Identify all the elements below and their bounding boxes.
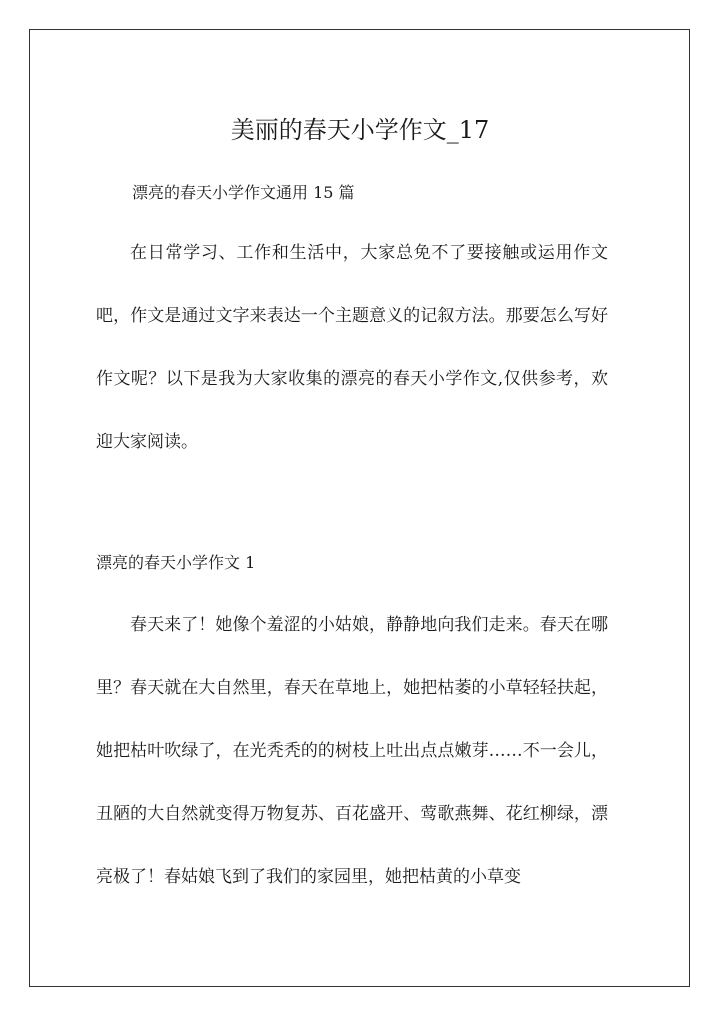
document-subtitle: 漂亮的春天小学作文通用 15 篇 xyxy=(132,183,355,202)
intro-paragraph: 在日常学习、工作和生活中，大家总免不了要接触或运用作文吧，作文是通过文字来表达一个主题意义的记叙方法。那要怎么写好作文呢？以下是我为大家收集的漂亮的春天小学作文,仅供参考，欢迎大家阅读。 xyxy=(96,243,608,452)
essay-paragraph: 春天来了！她像个羞涩的小姑娘，静静地向我们走来。春天在哪里？春天就在大自然里，春天在草地上，她把枯萎的小草轻轻扶起，她把枯叶吹绿了，在光秃秃的的树枝上吐出点点嫩芽……不一会儿，丑陋的大自然就变得万物复苏、百花盛开、莺歌燕舞、花红柳绿，漂亮极了！春姑娘飞到了我们的家园里，她把枯黄的小草变 xyxy=(96,615,608,887)
section-heading: 漂亮的春天小学作文 1 xyxy=(96,553,256,572)
document-title: 美丽的春天小学作文_17 xyxy=(230,116,490,144)
